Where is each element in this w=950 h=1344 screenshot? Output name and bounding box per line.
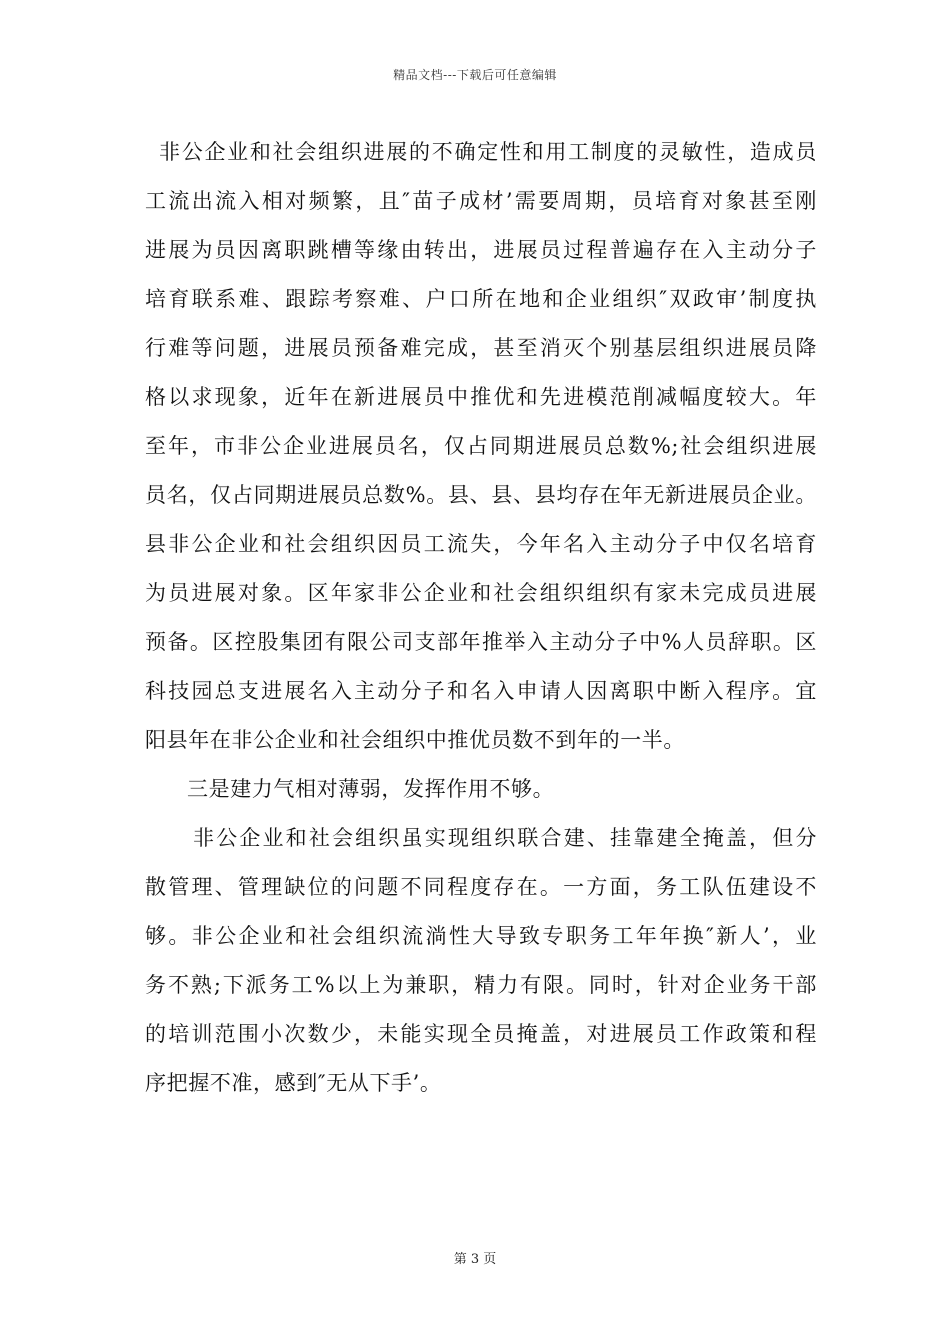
text-line: 科技园总支进展名入主动分子和名入申请人因离职中断入程序。宜 [145,679,817,703]
text-line: 阳县年在非公企业和社会组织中推优员数不到年的一半。 [145,728,685,752]
text-line: 预备。区控股集团有限公司支部年推举入主动分子中%人员辞职。区 [145,630,817,654]
paragraph [145,765,817,814]
text-line: 务不熟;下派务工%以上为兼职，精力有限。同时，针对企业务干部 [145,973,817,997]
text-line: 非公企业和社会组织虽实现组织联合建、挂靠建全掩盖，但分 [193,826,817,850]
text-line: 员名，仅占同期进展员总数%。县、县、县均存在年无新进展员企业。 [145,483,817,507]
text-line: 非公企业和社会组织进展的不确定性和用工制度的灵敏性，造成员 [159,140,817,164]
text-line: 进展为员因离职跳槽等缘由转出，进展员过程普遍存在入主动分子 [145,238,817,262]
paragraph [145,128,817,765]
text-line: 序把握不准，感到″无从下手’。 [145,1071,442,1095]
page-header: 精品文档---下载后可任意编辑 [393,68,557,82]
paragraph [145,814,817,1108]
text-line: 为员进展对象。区年家非公企业和社会组织组织有家未完成员进展 [145,581,817,605]
text-line: 县非公企业和社会组织因员工流失，今年名入主动分子中仅名培育 [145,532,817,556]
text-line: 至年，市非公企业进展员名，仅占同期进展员总数%;社会组织进展 [145,434,817,458]
page-number: 第 3 页 [453,1252,497,1267]
text-line: 格以求现象，近年在新进展员中推优和先进模范削减幅度较大。年 [145,385,817,409]
document-body [145,128,817,1108]
text-line: 散管理、管理缺位的问题不同程度存在。一方面，务工队伍建设不 [145,875,817,899]
text-line: 够。非公企业和社会组织流淌性大导致专职务工年年换″新人’，业 [145,924,817,948]
text-line: 工流出流入相对频繁，且″苗子成材’需要周期，员培育对象甚至刚 [145,189,817,213]
text-line: 行难等问题，进展员预备难完成，甚至消灭个别基层组织进展员降 [145,336,817,360]
text-line: 的培训范围小次数少，未能实现全员掩盖，对进展员工作政策和程 [145,1022,817,1046]
text-line: 培育联系难、跟踪考察难、户口所在地和企业组织″双政审’制度执 [145,287,817,311]
section-heading: 三是建力气相对薄弱，发挥作用不够。 [187,777,555,801]
